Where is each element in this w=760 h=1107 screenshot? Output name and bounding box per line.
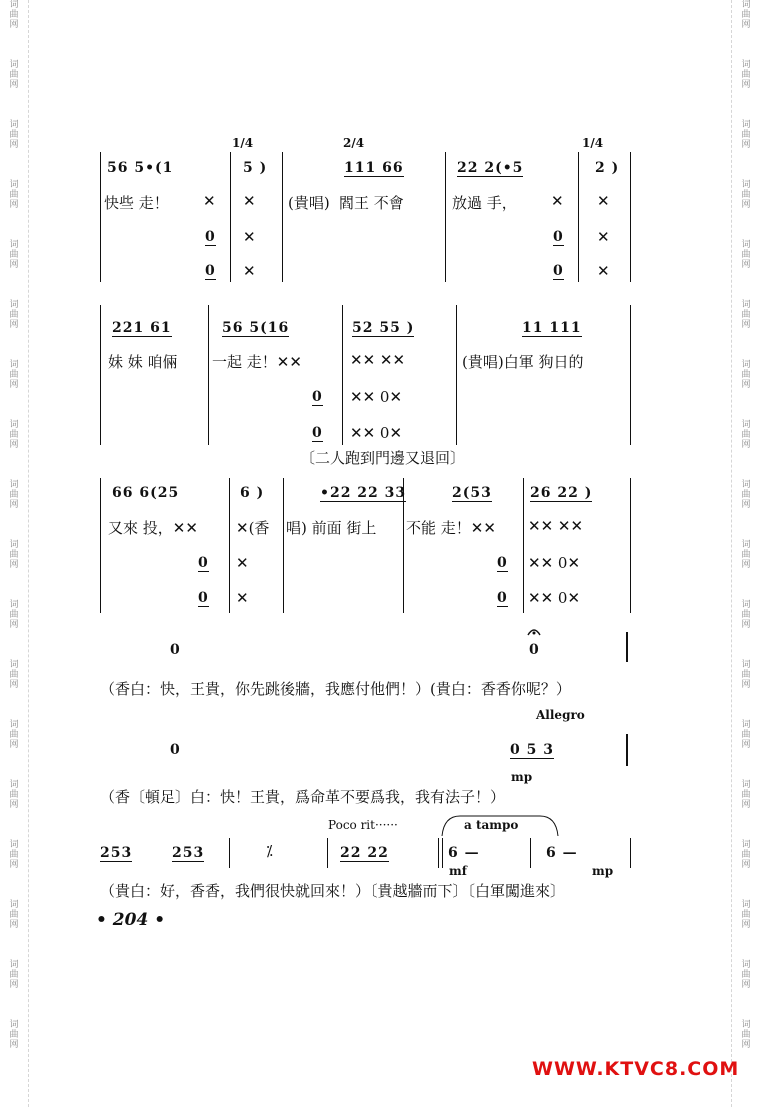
rest: 0 xyxy=(170,642,181,658)
barline xyxy=(282,152,283,282)
lyric: 妹 妹 咱倆 xyxy=(108,353,178,371)
barline xyxy=(630,478,631,613)
watermark-text: 词 曲 网 xyxy=(741,480,751,510)
barline xyxy=(229,838,230,868)
stage-direction: 〔二人跑到門邊又退回〕 xyxy=(300,449,466,467)
watermark-text: 词 曲 网 xyxy=(741,120,751,150)
meter-mark: 1/4 xyxy=(232,136,254,150)
watermark-text: 词 曲 网 xyxy=(9,540,19,570)
watermark-text: 词 曲 网 xyxy=(741,180,751,210)
watermark-text: 词 曲 网 xyxy=(9,240,19,270)
lyric: (貴唱) xyxy=(288,194,330,212)
percussion-mark: ✕ xyxy=(597,228,610,246)
barline xyxy=(630,152,631,282)
dynamic-mark: mp xyxy=(592,864,614,878)
watermark-text: 词 曲 网 xyxy=(9,960,19,990)
barline xyxy=(456,305,457,445)
watermark-text: 词 曲 网 xyxy=(9,600,19,630)
watermark-text: 词 曲 网 xyxy=(9,900,19,930)
rest: 0 xyxy=(553,263,564,279)
dynamic-mark: mf xyxy=(449,864,467,878)
lyric: (貴唱)白軍 狗日的 xyxy=(462,353,584,371)
note-group: 22 22 xyxy=(340,845,389,861)
site-watermark-url: WWW.KTVC8.COM xyxy=(532,1058,740,1080)
percussion-mark: ✕ xyxy=(203,192,216,210)
dialogue: （貴白：好，香香，我們很快就回來！）〔貴越牆而下〕〔白軍闖進來〕 xyxy=(100,882,566,900)
percussion-mark: ✕✕ 0✕ xyxy=(528,554,581,572)
watermark-text: 词 曲 网 xyxy=(741,240,751,270)
watermark-text: 词 曲 网 xyxy=(741,300,751,330)
tempo-marking: Poco rit······ xyxy=(328,818,398,832)
watermark-text: 词 曲 网 xyxy=(741,0,751,30)
percussion-mark: ✕ xyxy=(551,192,564,210)
note-group: 26 22 ) xyxy=(530,485,593,501)
barline xyxy=(445,152,446,282)
barline xyxy=(438,838,439,868)
note-group: 6 — xyxy=(448,845,480,861)
barline xyxy=(630,305,631,445)
note-group: 11 111 xyxy=(522,320,582,336)
fermata-rest: 0 xyxy=(529,642,540,658)
fermata-mark xyxy=(526,626,542,636)
note-group: 111 66 xyxy=(344,160,404,176)
watermark-text: 词 曲 网 xyxy=(9,180,19,210)
barline xyxy=(530,838,531,868)
watermark-text: 词 曲 网 xyxy=(9,660,19,690)
watermark-text: 词 曲 网 xyxy=(9,1020,19,1050)
dynamic-mark: mp xyxy=(511,770,533,784)
note-group: 253 xyxy=(100,845,133,861)
note-group: 221 61 xyxy=(112,320,172,336)
watermark-text: 词 曲 网 xyxy=(741,780,751,810)
barline xyxy=(327,838,328,868)
watermark-text: 词 曲 网 xyxy=(9,840,19,870)
watermark-text: 词 曲 网 xyxy=(741,660,751,690)
percussion-mark: ✕ xyxy=(243,228,256,246)
lyric: ✕✕ ✕✕ xyxy=(528,517,584,535)
lyric: 閻王 不會 xyxy=(339,194,404,212)
barline xyxy=(626,632,628,662)
rest: 0 xyxy=(497,590,508,606)
barline xyxy=(100,152,101,282)
note-group: 22 2(•5 xyxy=(457,160,524,176)
note-group: 56 5•(1 xyxy=(107,160,174,176)
watermark-text: 词 曲 网 xyxy=(741,720,751,750)
percussion-mark: ✕ xyxy=(597,192,610,210)
note-group: •22 22 33 xyxy=(320,485,407,501)
rest: 0 xyxy=(312,389,323,405)
lyric: 一起 走！✕✕ xyxy=(212,353,302,371)
lyric: ✕✕ ✕✕ xyxy=(350,351,406,369)
percussion-mark: ✕ xyxy=(236,589,249,607)
percussion-mark: ✕ xyxy=(243,192,256,210)
watermark-text: 词 曲 网 xyxy=(9,720,19,750)
note-group: 0 5 3 xyxy=(510,742,554,758)
tempo-marking: Allegro xyxy=(536,708,585,722)
barline xyxy=(630,838,631,868)
watermark-text: 词 曲 网 xyxy=(741,540,751,570)
left-watermark-strip xyxy=(0,0,29,1107)
lyric: ✕(香 xyxy=(236,519,270,537)
note-group: 52 55 ) xyxy=(352,320,415,336)
watermark-text: 词 曲 网 xyxy=(9,300,19,330)
rest: 0 xyxy=(497,555,508,571)
rest: 0 xyxy=(205,263,216,279)
watermark-text: 词 曲 网 xyxy=(741,600,751,630)
note-group: 66 6(25 xyxy=(112,485,180,501)
watermark-text: 词 曲 网 xyxy=(741,840,751,870)
watermark-text: 词 曲 网 xyxy=(741,1020,751,1050)
note-group: 2 ) xyxy=(595,160,620,176)
watermark-text: 词 曲 网 xyxy=(9,420,19,450)
barline xyxy=(229,478,230,613)
barline xyxy=(208,305,209,445)
barline xyxy=(100,305,101,445)
tempo-marking: a tampo xyxy=(464,818,519,832)
note-group: 5 ) xyxy=(243,160,268,176)
percussion-mark: ✕✕ 0✕ xyxy=(350,388,403,406)
lyric: 唱) 前面 街上 xyxy=(286,519,377,537)
meter-mark: 2/4 xyxy=(343,136,365,150)
rest: 0 xyxy=(205,229,216,245)
rest: 0 xyxy=(170,742,181,758)
percussion-mark: ✕✕ 0✕ xyxy=(350,424,403,442)
watermark-text: 词 曲 网 xyxy=(9,120,19,150)
dialogue: （香〔頓足〕白：快！王貴，爲命革不要爲我，我有法子！） xyxy=(100,788,506,806)
rest: 0 xyxy=(198,555,209,571)
barline xyxy=(523,478,524,613)
barline xyxy=(626,734,628,766)
page-number: • 204 • xyxy=(96,910,166,930)
note-group: 6 ) xyxy=(240,485,265,501)
lyric: 放過 手， xyxy=(452,194,517,212)
repeat-sign: ⁒ xyxy=(266,842,273,860)
watermark-text: 词 曲 网 xyxy=(9,360,19,390)
watermark-text: 词 曲 网 xyxy=(9,0,19,30)
watermark-text: 词 曲 网 xyxy=(741,900,751,930)
barline xyxy=(342,305,343,445)
lyric: 快些 走！ xyxy=(104,194,169,212)
barline xyxy=(283,478,284,613)
watermark-text: 词 曲 网 xyxy=(9,780,19,810)
note-group: 56 5(16 xyxy=(222,320,290,336)
right-watermark-strip xyxy=(731,0,760,1107)
dialogue: （香白：快，王貴，你先跳後牆，我應付他們！）(貴白：香香你呢？） xyxy=(100,680,571,698)
percussion-mark: ✕✕ 0✕ xyxy=(528,589,581,607)
percussion-mark: ✕ xyxy=(243,262,256,280)
watermark-text: 词 曲 网 xyxy=(741,60,751,90)
watermark-text: 词 曲 网 xyxy=(741,960,751,990)
lyric: 不能 走！✕✕ xyxy=(406,519,496,537)
watermark-text: 词 曲 网 xyxy=(741,420,751,450)
note-group: 6 — xyxy=(546,845,578,861)
percussion-mark: ✕ xyxy=(236,554,249,572)
note-group: 253 xyxy=(172,845,205,861)
rest: 0 xyxy=(553,229,564,245)
barline xyxy=(100,478,101,613)
meter-mark: 1/4 xyxy=(582,136,604,150)
watermark-text: 词 曲 网 xyxy=(741,360,751,390)
rest: 0 xyxy=(312,425,323,441)
note-group: 2(53 xyxy=(452,485,492,501)
lyric: 又來 投，✕✕ xyxy=(108,519,198,537)
watermark-text: 词 曲 网 xyxy=(9,480,19,510)
barline xyxy=(230,152,231,282)
rest: 0 xyxy=(198,590,209,606)
barline xyxy=(578,152,579,282)
barline xyxy=(442,838,443,868)
watermark-text: 词 曲 网 xyxy=(9,60,19,90)
percussion-mark: ✕ xyxy=(597,262,610,280)
